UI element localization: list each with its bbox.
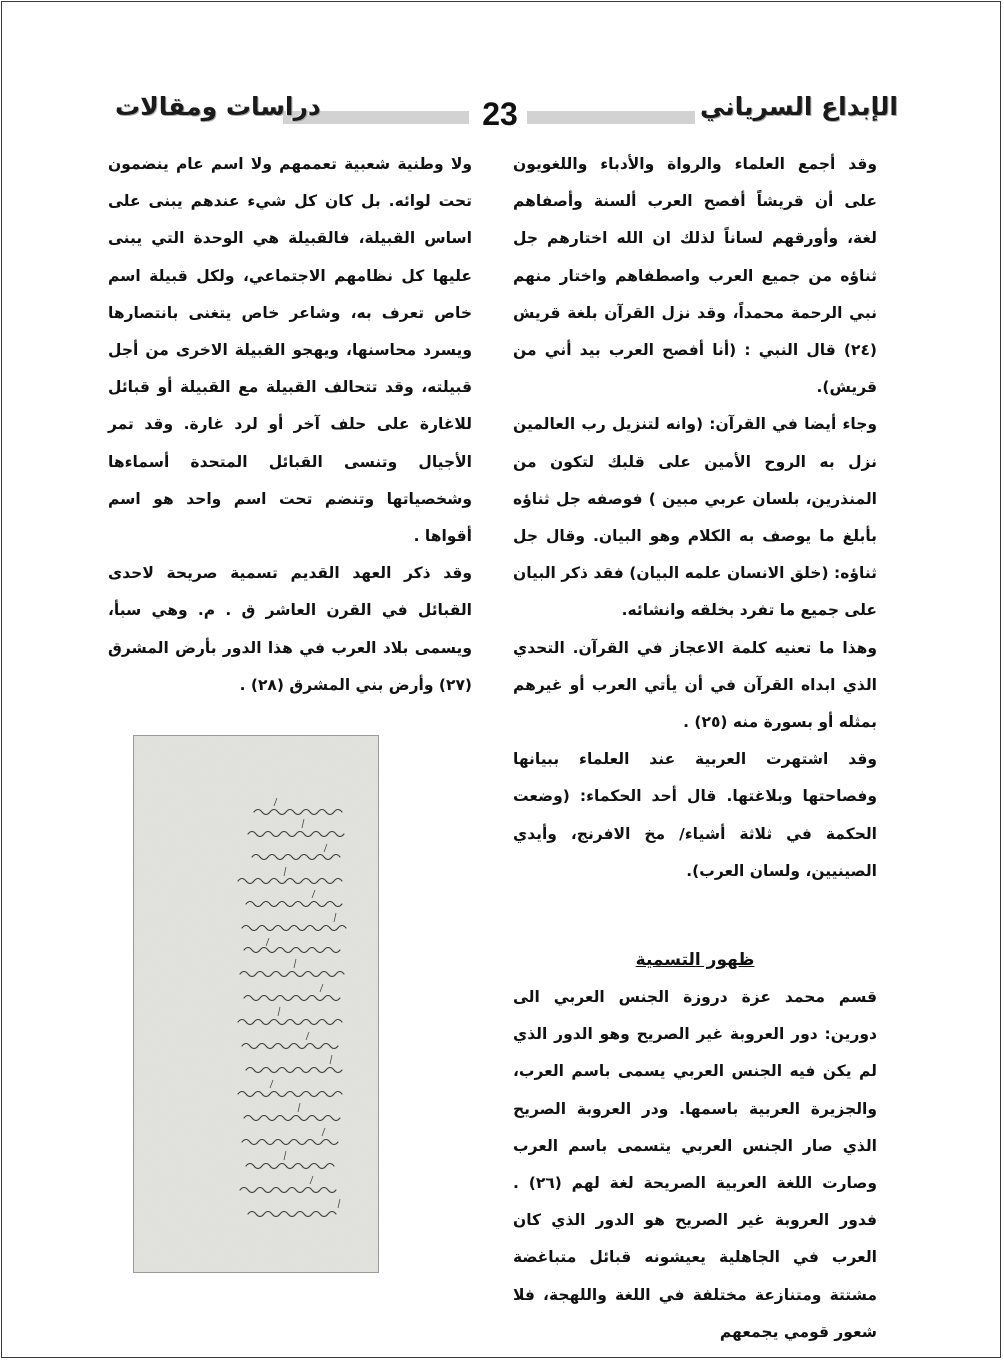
left-column	[108, 146, 472, 704]
manuscript-handwriting	[134, 736, 378, 1272]
magazine-title: الإبداع السرياني	[700, 92, 898, 121]
paragraph: وجاء أيضا في القرآن: (وانه لتنزيل رب العالمين نزل به الروح الأمين على قلبك لتكون من المنذرين، بلسان عربي مبين ) فوصفه جل ثناؤه بأبلغ ما يوصف به الكلام وهو البيان. وقال جل ثناؤه: (خلق الانسان علمه البيان) فقد ذكر البيان على جميع ما تفرد بخلقه وانشائه.	[513, 415, 877, 620]
paragraph: وقد اشتهرت العربية عند العلماء ببيانها وفصاحتها وبلاغتها. قال أحد الحكماء: (وضعت الحكمة في ثلاثة أشياء/ مخ الافرنج، وأيدي الصينيين، ولسان العرب).	[513, 750, 877, 880]
page-number: 23	[482, 96, 518, 132]
section-title: دراسات ومقالات	[115, 92, 321, 121]
spacer	[513, 890, 877, 942]
paragraph: قسم محمد عزة دروزة الجنس العربي الى دورين: دور العروبة غير الصريح وهو الدور الذي لم يكن فيه الجنس العربي يسمى باسم العرب، والجزيرة العربية باسمها. ودر العروبة الصريح الذي صار الجنس العربي يتسمى باسم العرب وصارت اللغة العربية الصريحة لغة لهم (٢٦) . فدور العروبة غير الصريح هو الدور الذي كان العرب في الجاهلية يعيشونه قبائل متباغضة مشتتة ومتنازعة مختلفة في اللغة واللهجة، فلا شعور قومي يجمعهم	[513, 988, 877, 1341]
paragraph: ولا وطنية شعبية تعممهم ولا اسم عام ينضمون تحت لوائه. بل كان كل شيء عندهم يبنى على اساس القبيلة، فالقبيلة هي الوحدة التي يبنى عليها كل نظامهم الاجتماعي، ولكل قبيلة اسم خاص تعرف به، وشاعر خاص يتغنى بانتصارها ويسرد محاسنها، ويهجو القبيلة الاخرى من أجل قبيلته، وقد تتحالف القبيلة مع القبيلة أو قبائل للاغارة على حلف آخر أو لرد غارة. وقد تمر الأجيال وتنسى القبائل المتحدة أسماءها وشخصياتها وتنضم تحت اسم واحد هو اسم أقواها .	[108, 155, 472, 546]
paragraph: وقد أجمع العلماء والرواة والأدباء واللغويون على أن قريشاً أفصح العرب ألسنة وأصفاهم لغة، وأورقهم لساناً لذلك ان الله اختارهم جل ثناؤه من جميع العرب واصطفاهم واختار منهم نبي الرحمة محمداً، وقد نزل القرآن بلغة قريش (٢٤) قال النبي : (أنا أفصح العرب بيد أني من قريش).	[513, 155, 877, 397]
header-rule-right	[527, 111, 695, 124]
right-column	[513, 146, 877, 1351]
paragraph: وقد ذكر العهد القديم تسمية صريحة لاحدى القبائل في القرن العاشر ق . م. وهي سبأ، ويسمى بلاد العرب في هذا الدور بأرض المشرق (٢٧) وأرض بني المشرق (٢٨) .	[108, 564, 472, 694]
section-heading: ظهور التسمية	[635, 950, 755, 971]
paragraph: وهذا ما تعنيه كلمة الاعجاز في القرآن. التحدي الذي ابداه القرآن في أن يأتي العرب أو غيرهم بمثله أو بسورة منه (٢٥) .	[513, 638, 877, 732]
manuscript-image	[133, 735, 379, 1273]
